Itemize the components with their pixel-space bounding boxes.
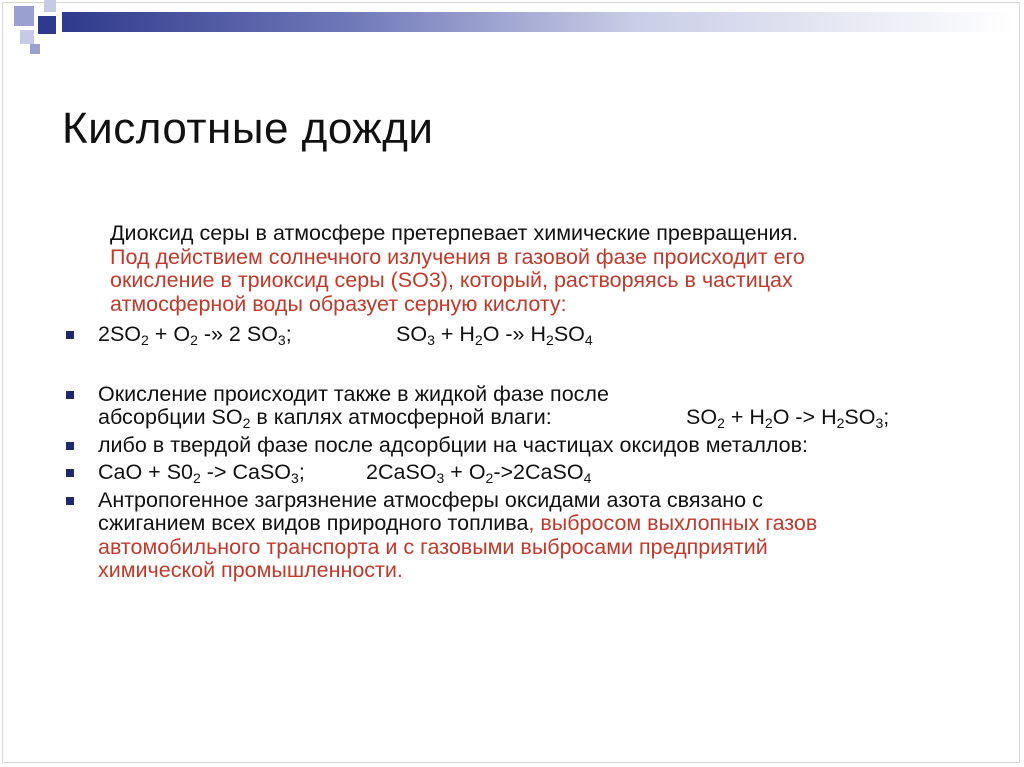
item-line-1: Окисление происходит также в жидкой фазе после	[98, 381, 609, 406]
list-item-equation-1	[66, 323, 986, 347]
list-item-equation-calcium	[66, 461, 986, 485]
intro-line-red-3: атмосферной воды образует серную кислоту:	[110, 291, 567, 316]
corner-square-2	[38, 16, 56, 34]
intro-paragraph	[110, 222, 986, 316]
corner-square-5	[30, 44, 40, 54]
equation-right: $SO_3 + H_2O$ -» $H_2SO_4$	[396, 322, 593, 348]
item-line-3: автомобильного транспорта и с газовыми выбросами предприятий	[98, 534, 768, 559]
equation-row	[98, 323, 986, 347]
bullet-square-icon	[66, 469, 74, 477]
list-item-nitrogen-oxides	[66, 489, 986, 583]
equation-sulfurous: $SO_2 + H_2O -> H_2SO_3$;	[686, 405, 890, 431]
item-line-2: сжиганием всех видов природного топлива, выбросом выхлопных газов	[98, 511, 818, 535]
bullet-square-icon	[66, 442, 74, 450]
bullet-square-icon	[66, 331, 74, 339]
intro-line-black: Диоксид серы в атмосфере претерпевает химические превращения.	[110, 221, 799, 245]
corner-square-3	[44, 0, 56, 12]
slide-title: Кислотные дожди	[62, 104, 434, 153]
equation-left: CaO + $S0_2$ -> CaSO$_3$;	[98, 460, 305, 486]
item-line-1: Антропогенное загрязнение атмосферы оксидами азота связано с	[98, 487, 763, 512]
item-line-4: химической промышленности.	[98, 558, 403, 582]
list-item-liquid-phase	[66, 383, 986, 430]
equation-left: $2SO_2 + O_2$ -» 2 $SO_3$;	[98, 322, 292, 348]
slide-body	[66, 222, 986, 583]
corner-square-4	[20, 30, 34, 44]
bullet-square-icon	[66, 497, 74, 505]
item-line-2	[98, 406, 986, 430]
equation-row	[98, 461, 986, 485]
corner-square-1	[14, 6, 34, 26]
intro-line-red-1: Под действием солнечного излучения в газовой фазе происходит его	[110, 244, 805, 269]
list-item-solid-phase	[66, 434, 986, 458]
header-gradient-band	[62, 12, 1016, 32]
intro-line-red-2: окисление в триоксид серы (SO3), который, растворяясь в частицах	[110, 268, 793, 292]
item-text: либо в твердой фазе после адсорбции на частицах оксидов металлов:	[98, 432, 809, 457]
equation-right: 2CaSO$_3$ + $O_2->2CaSO_4$	[366, 460, 592, 486]
bullet-square-icon	[66, 391, 74, 399]
absorption-text: абсорбции $SO_2$ в каплях атмосферной влаги:	[98, 405, 552, 431]
